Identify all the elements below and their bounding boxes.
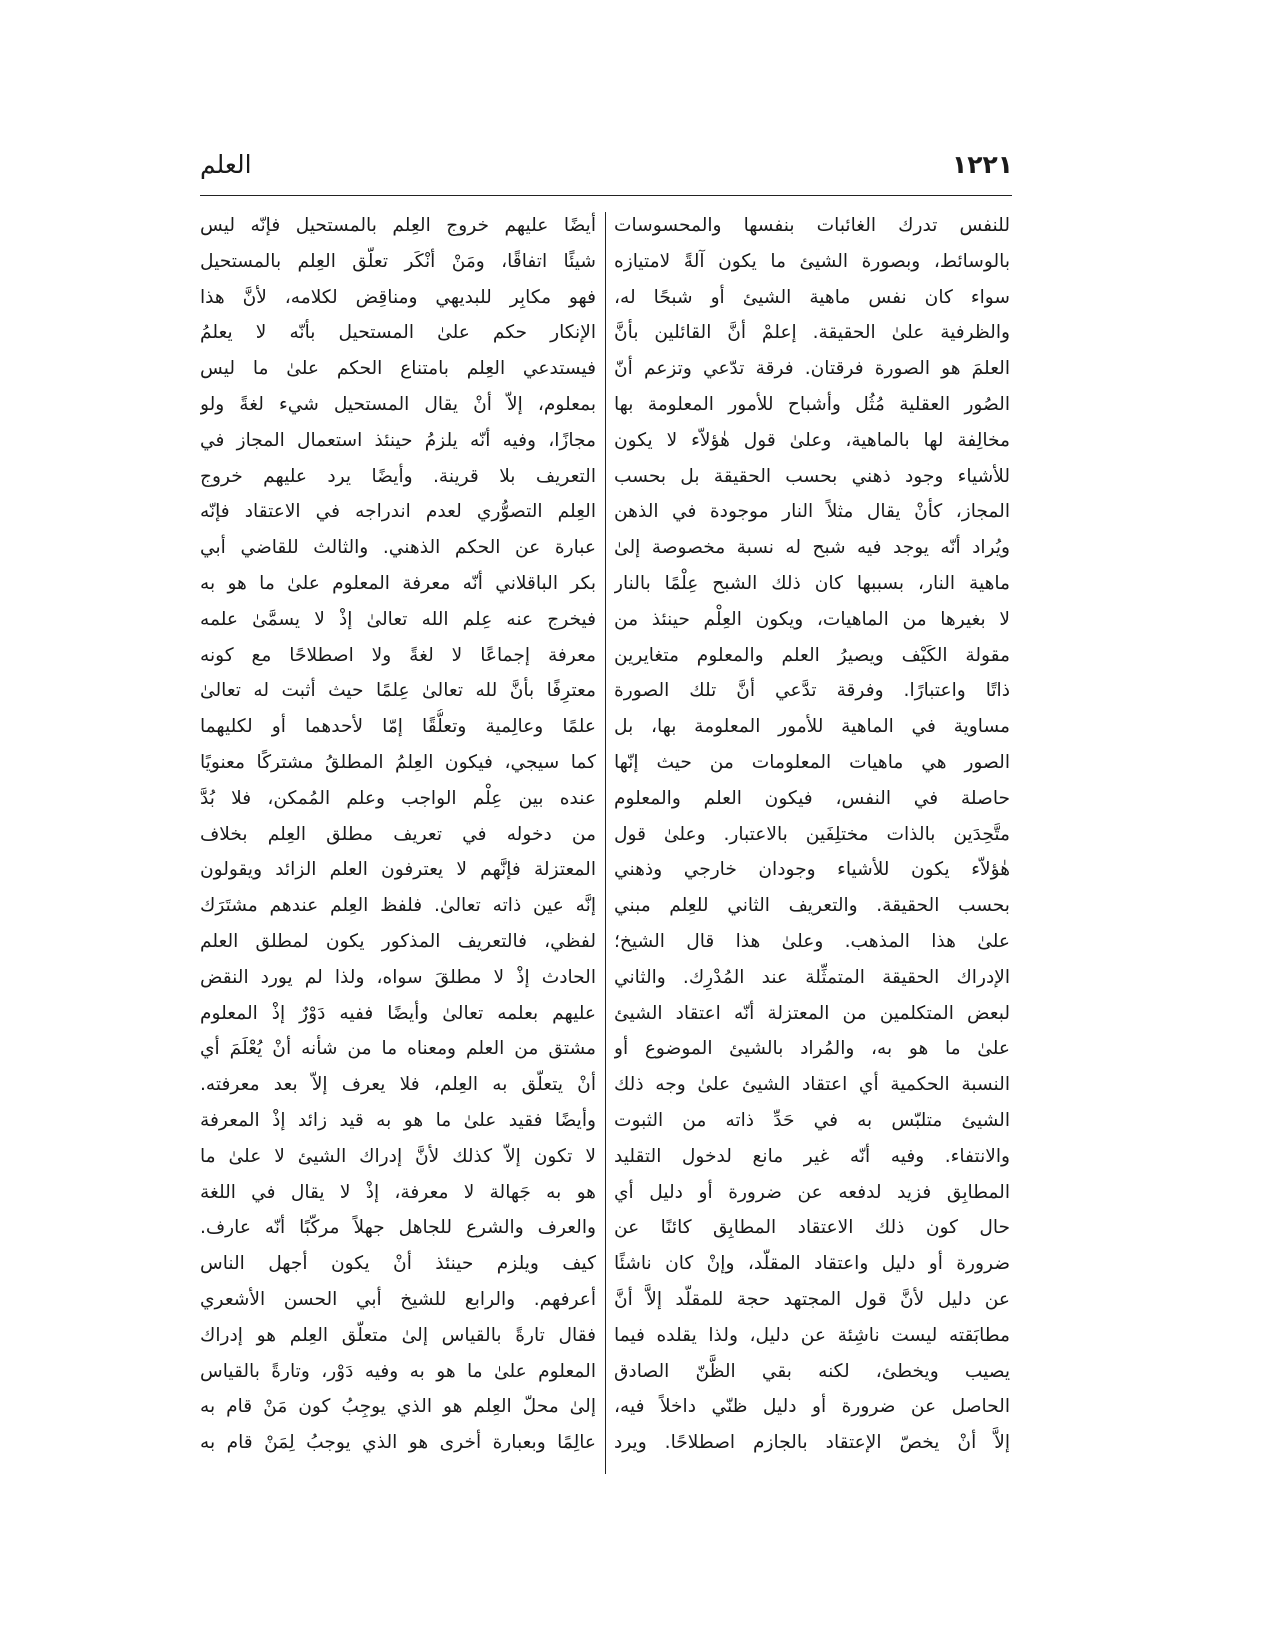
text-line: العِلم التصوُّري لعدم اندراجه في الاعتقاد فإنّه <box>200 501 596 523</box>
text-line: علىٰ هذا المذهب. وعلىٰ هذا قال الشيخ؛ <box>614 930 1010 952</box>
text-line: من دخوله في تعريف مطلق العِلم بخلاف <box>200 823 596 845</box>
text-line: الحاصل عن ضرورة أو دليل ظنّي داخلاً فيه، <box>614 1396 1010 1418</box>
text-line: النسبة الحكمية أي اعتقاد الشيئ علىٰ وجه ذلك <box>614 1074 1010 1096</box>
text-line: مساوية في الماهية للأمور المعلومة بها، بل <box>614 716 1010 738</box>
text-line: وأيضًا فقيد علىٰ ما هو به قيد زائد إذْ المعرفة <box>200 1109 596 1131</box>
text-line: لفظي، فالتعريف المذكور يكون لمطلق العلم <box>200 930 596 952</box>
text-line: المجاز، كأنْ يقال مثلاً النار موجودة في الذهن <box>614 501 1010 523</box>
text-line: ماهية النار، بسببها كان ذلك الشبح عِلْمًا بالنار <box>614 572 1010 594</box>
text-line: ضرورة أو دليل واعتقاد المقلّد، وإنْ كان ناشئًا <box>614 1253 1010 1275</box>
text-line: الصُور العقلية مُثُل وأشباح للأمور المعلومة بها <box>614 393 1010 415</box>
text-line: علىٰ ما هو به، والمُراد بالشيئ الموضوع أو <box>614 1038 1010 1060</box>
text-line: المعلوم علىٰ ما هو به وفيه دَوْر، وتارةً بالقياس <box>200 1360 596 1382</box>
column-divider <box>605 212 606 1474</box>
text-line: كما سيجي، فيكون العِلمُ المطلقُ مشتركًا معنويًا <box>200 751 596 773</box>
text-line: معرفة إجماعًا لا لغةً ولا اصطلاحًا مع كونه <box>200 644 596 666</box>
text-line: لا تكون إلاّ كذلك لأنَّ إدراك الشيئ لا علىٰ ما <box>200 1145 596 1167</box>
text-line: سواء كان نفس ماهية الشيئ أو شبحًا له، <box>614 286 1010 308</box>
text-line: يصيب ويخطئ، لكنه بقي الظَّنّ الصادق <box>614 1360 1010 1382</box>
text-line: التعريف بلا قرينة. وأيضًا يرد عليهم خروج <box>200 465 596 487</box>
text-line: الشيئ متلبّس به في حَدِّ ذاته من الثبوت <box>614 1109 1010 1131</box>
text-line: فقال تارةً بالقياس إلىٰ متعلّق العِلم هو إدراك <box>200 1324 596 1346</box>
right-column <box>614 208 1010 1461</box>
text-line: بحسب الحقيقة. والتعريف الثاني للعِلم مبني <box>614 895 1010 917</box>
text-line: المطابِق فزيد لدفعه عن ضرورة أو دليل أي <box>614 1181 1010 1203</box>
text-line: والظرفية علىٰ الحقيقة. إعلمْ أنَّ القائلين بأنَّ <box>614 322 1010 344</box>
text-line: هو به جَهالة لا معرفة، إذْ لا يقال في اللغة <box>200 1181 596 1203</box>
header-rule <box>200 195 1012 196</box>
text-line: إلاَّ أنْ يخصّ الإعتقاد بالجازم اصطلاحًا. ويرد <box>614 1432 1010 1454</box>
text-line: بالوسائط، وبصورة الشيئ ما يكون آلةً لامتيازه <box>614 250 1010 272</box>
text-line: مطابَقته ليست ناشِئة عن دليل، ولذا يقلده فيما <box>614 1324 1010 1346</box>
text-line: عبارة عن الحكم الذهني. والثالث للقاضي أبي <box>200 537 596 559</box>
text-line: إنَّه عين ذاته تعالىٰ. فلفظ العِلم عندهم مشتَرَك <box>200 895 596 917</box>
text-line: للأشياء وجود ذهني بحسب الحقيقة بل بحسب <box>614 465 1010 487</box>
text-line: حاصلة في النفس، فيكون العلم والمعلوم <box>614 787 1010 809</box>
text-line: شيئًا اتفاقًا، ومَنْ أنْكَر تعلّق العِلم بالمستحيل <box>200 250 596 272</box>
text-line: أيضًا عليهم خروج العِلم بالمستحيل فإنّه ليس <box>200 215 596 236</box>
text-line: فهو مكابِر للبديهي ومناقِض لكلامه، لأنَّ هذا <box>200 286 596 308</box>
text-line: مشتق من العلم ومعناه ما من شأنه أنْ يُعْلَمَ أي <box>200 1038 596 1060</box>
text-line: الحادث إذْ لا مطلقَ سواه، ولذا لم يورد النقض <box>200 966 596 988</box>
text-line: مخالِفة لها بالماهية، وعلىٰ قول هٰؤلاّء لا يكون <box>614 429 1010 451</box>
text-line: لبعض المتكلمين من المعتزلة أنّه اعتقاد الشيئ <box>614 1002 1010 1024</box>
text-line: إلىٰ محلّ العِلم هو الذي يوجِبُ كون مَنْ قام به <box>200 1396 596 1418</box>
text-line: بكر الباقلاني أنّه معرفة المعلوم علىٰ ما هو به <box>200 572 596 594</box>
text-line: فيخرج عنه عِلم الله تعالىٰ إذْ لا يسمَّىٰ علمه <box>200 608 596 630</box>
text-line: للنفس تدرك الغائبات بنفسها والمحسوسات <box>614 215 1010 236</box>
running-header-title: العلم <box>200 150 252 179</box>
left-column <box>200 208 596 1461</box>
text-line: حال كون ذلك الاعتقاد المطابِق كائنًا عن <box>614 1217 1010 1239</box>
text-line: كيف ويلزم حينئذ أنْ يكون أجهل الناس <box>200 1253 596 1275</box>
text-line: معترِفًا بأنَّ لله تعالىٰ عِلمًا حيث أثبت له تعالىٰ <box>200 680 596 702</box>
text-line: عليهم بعلمه تعالىٰ وأيضًا ففيه دَوْرٌ إذْ المعلوم <box>200 1002 596 1024</box>
text-line: لا بغيرها من الماهيات، ويكون العِلْم حينئذ من <box>614 608 1010 630</box>
text-line: أنْ يتعلّق به العِلم، فلا يعرف إلاّ بعد معرفته. <box>200 1074 596 1096</box>
text-line: والعرف والشرع للجاهل جهلاً مركّبًا أنّه عارف. <box>200 1217 596 1239</box>
text-line: مقولة الكَيْف ويصيرُ العلم والمعلوم متغايرين <box>614 644 1010 666</box>
text-line: هٰؤلاّء يكون للأشياء وجودان خارجي وذهني <box>614 859 1010 881</box>
text-line: الإنكار حكم علىٰ المستحيل بأنّه لا يعلمُ <box>200 322 596 344</box>
text-line: والانتفاء. وفيه أنّه غير مانع لدخول التقليد <box>614 1145 1010 1167</box>
text-line: ذاتًا واعتبارًا. وفرقة تدَّعي أنَّ تلك الصورة <box>614 680 1010 702</box>
text-line: عالِمًا وبعبارة أخرى هو الذي يوجبُ لِمَنْ قام به <box>200 1432 596 1454</box>
text-line: فيستدعي العِلم بامتناع الحكم علىٰ ما ليس <box>200 358 596 380</box>
text-line: علمًا وعالِمية وتعلُّقًا إمّا لأحدهما أو لكليهما <box>200 716 596 738</box>
text-line: مجازًا، وفيه أنّه يلزمُ حينئذ استعمال المجاز في <box>200 429 596 451</box>
text-line: المعتزلة فإنَّهم لا يعترفون العلم الزائد ويقولون <box>200 859 596 881</box>
text-line: أعرفهم. والرابع للشيخ أبي الحسن الأشعري <box>200 1288 596 1310</box>
text-line: عنده بين عِلْم الواجب وعلم المُمكن، فلا بُدَّ <box>200 787 596 809</box>
text-line: الصور هي ماهيات المعلومات من حيث إنّها <box>614 751 1010 773</box>
text-line: الإدراك الحقيقة المتمثِّلة عند المُدْرِك. والثاني <box>614 966 1010 988</box>
text-line: متَّحِدَين بالذات مختلِفَين بالاعتبار. وعلىٰ قول <box>614 823 1010 845</box>
text-line: عن دليل لأنَّ قول المجتهد حجة للمقلّد إلاَّ أنَّ <box>614 1288 1010 1310</box>
text-line: بمعلوم، إلاّ أنْ يقال المستحيل شيء لغةً ولو <box>200 393 596 415</box>
text-line: ويُراد أنّه يوجد فيه شبح له نسبة مخصوصة إلىٰ <box>614 537 1010 559</box>
page-number: ١٢٢١ <box>951 150 1013 179</box>
text-line: العلمَ هو الصورة فرقتان. فرقة تدّعي وتزعم أنّ <box>614 358 1010 380</box>
